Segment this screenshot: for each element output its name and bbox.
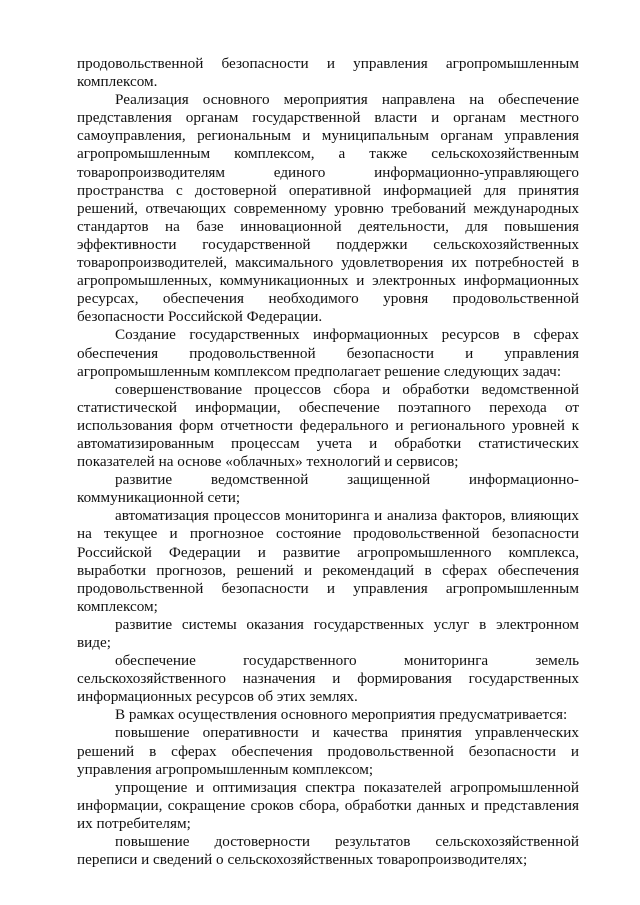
paragraph-provisions-intro: В рамках осуществления основного мероприятия предусматривается: (115, 706, 568, 724)
document-body (77, 55, 579, 869)
list-item-land-monitoring: обеспечение государственного мониторинга земель сельскохозяйственного назначения и формирования государственных информационных ресурсов об этих землях. (77, 652, 579, 706)
list-item-decision-quality: повышение оперативности и качества принятия управленческих решений в сферах обеспечения продовольственной безопасности и управления агропромышленным комплексом; (77, 724, 579, 778)
paragraph-continuation: продовольственной безопасности и управления агропромышленным комплексом. (77, 55, 579, 91)
paragraph-tasks-intro: Создание государственных информационных ресурсов в сферах обеспечения продовольственной безопасности и управления агропромышленным комплексом предполагает решение следующих задач: (77, 326, 579, 380)
list-item-indicator-optimization: упрощение и оптимизация спектра показателей агропромышленной информации, сокращение сроков сбора, обработки данных и представления их потребителям; (77, 778, 579, 832)
paragraph-implementation-goal: Реализация основного мероприятия направлена на обеспечение представления органам государственной власти и органам местного самоуправления, региональным и муниципальным органам управления агропромышленным комплексом, а также сельскохозяйственным товаропроизводителям единого информационно-управляющего пространства с достоверной оперативной информацией для принятия решений, отвечающих современному уровню требований международных стандартов на базе инновационной деятельности, для повышения эффективности государственной поддержки сельскохозяйственных товаропроизводителей, максимального удовлетворения их потребностей в агропромышленных, коммуникационных и электронных информационных ресурсах, обеспечения необходимого уровня продовольственной безопасности Российской Федерации. (77, 91, 579, 326)
list-item-census-reliability: повышение достоверности результатов сельскохозяйственной переписи и сведений о сельскохозяйственных товаропроизводителях; (77, 833, 579, 869)
list-item-e-services: развитие системы оказания государственных услуг в электронном виде; (77, 615, 579, 651)
list-item-statistics: совершенствование процессов сбора и обработки ведомственной статистической информации, обеспечение поэтапного перехода от использования форм отчетности федерального и регионального уровней к автоматизированным процессам учета и обработки статистических показателей на основе «облачных» технологий и сервисов; (77, 380, 579, 471)
list-item-network: развитие ведомственной защищенной информационно-коммуникационной сети; (77, 471, 579, 507)
list-item-monitoring-automation: автоматизация процессов мониторинга и анализа факторов, влияющих на текущее и прогнозное состояние продовольственной безопасности Российской Федерации и развитие агропромышленного комплекса, выработки прогнозов, решений и рекомендаций в сферах обеспечения продовольственной безопасности и управления агропромышленным комплексом; (77, 507, 579, 615)
